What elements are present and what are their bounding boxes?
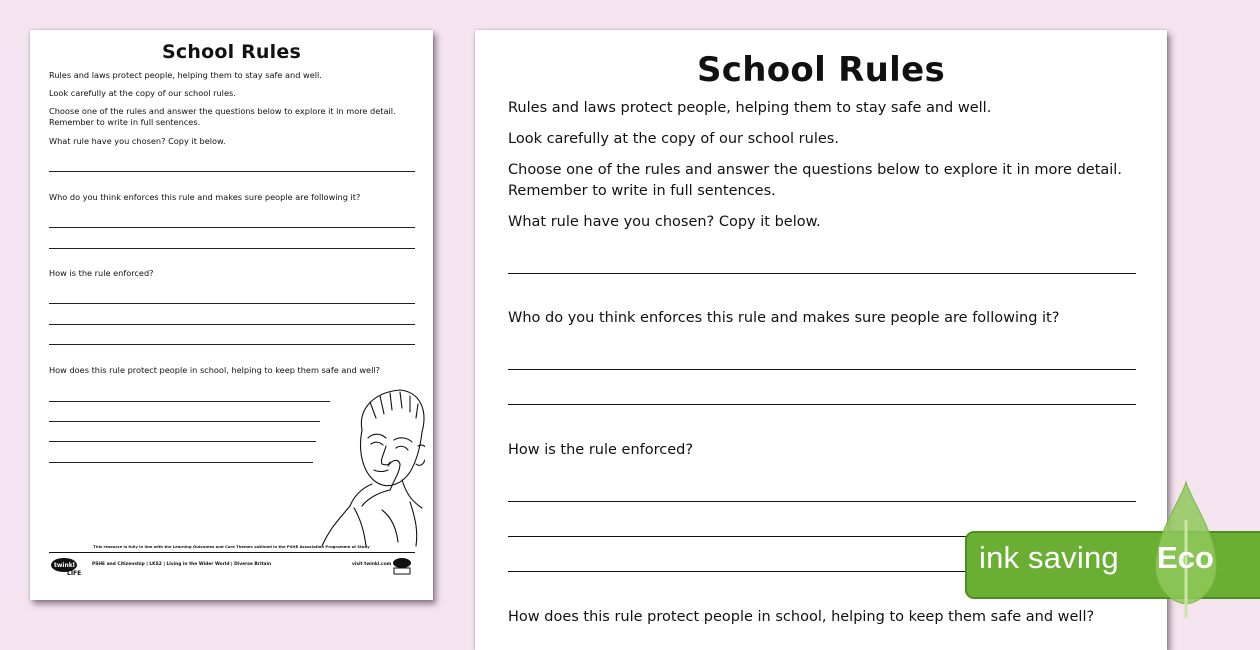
question-2: Who do you think enforces this rule and makes sure people are following it? bbox=[49, 192, 361, 202]
question-1: What rule have you chosen? Copy it below. bbox=[508, 214, 821, 230]
svg-text:twinkl: twinkl bbox=[54, 562, 75, 569]
answer-line bbox=[49, 344, 415, 345]
intro-text-2: Look carefully at the copy of our school rules. bbox=[49, 88, 236, 98]
question-1: What rule have you chosen? Copy it below. bbox=[49, 136, 226, 146]
eco-label: Eco bbox=[1157, 540, 1214, 575]
answer-line bbox=[508, 404, 1136, 405]
footer-divider bbox=[49, 552, 415, 553]
ink-saving-label: ink saving bbox=[979, 540, 1119, 575]
question-3: How is the rule enforced? bbox=[49, 268, 154, 278]
answer-line bbox=[49, 324, 415, 325]
footer-site: visit twinkl.com bbox=[352, 562, 392, 567]
answer-line bbox=[508, 369, 1136, 370]
svg-text:LIFE: LIFE bbox=[67, 570, 82, 576]
worksheet-thumbnail-page bbox=[30, 30, 433, 600]
answer-line bbox=[49, 303, 415, 304]
answer-line bbox=[49, 248, 415, 249]
footer-credit: This resource is fully in line with the Learning Outcomes and Core Themes outlined in the PSHE Association Programme of Study bbox=[93, 544, 370, 549]
question-4: How does this rule protect people in school, helping to keep them safe and well? bbox=[49, 365, 380, 375]
intro-text-3: Choose one of the rules and answer the questions below to explore it in more detail. Remember to write in full sentences. bbox=[49, 106, 396, 127]
twinkl-life-logo bbox=[50, 556, 84, 576]
intro-text-1: Rules and laws protect people, helping them to stay safe and well. bbox=[49, 70, 322, 80]
question-3: How is the rule enforced? bbox=[508, 442, 694, 458]
question-2: Who do you think enforces this rule and makes sure people are following it? bbox=[508, 310, 1060, 326]
pshe-association-logo bbox=[391, 556, 413, 576]
page-title: School Rules bbox=[162, 41, 301, 63]
intro-text-1: Rules and laws protect people, helping them to stay safe and well. bbox=[508, 100, 992, 116]
answer-line bbox=[508, 273, 1136, 274]
thinking-person-illustration bbox=[250, 380, 425, 550]
answer-line bbox=[508, 501, 1136, 502]
question-4: How does this rule protect people in school, helping to keep them safe and well? bbox=[508, 609, 1095, 625]
footer-course: PSHE and Citizenship | LKS2 | Living in the Wider World | Diverse Britain bbox=[92, 562, 272, 567]
intro-text-3: Choose one of the rules and answer the questions below to explore it in more detail. Remember to write in full sentences. bbox=[508, 162, 1122, 199]
answer-line bbox=[49, 171, 415, 172]
page-title: School Rules bbox=[697, 50, 945, 90]
answer-line bbox=[49, 227, 415, 228]
intro-text-2: Look carefully at the copy of our school rules. bbox=[508, 131, 839, 147]
